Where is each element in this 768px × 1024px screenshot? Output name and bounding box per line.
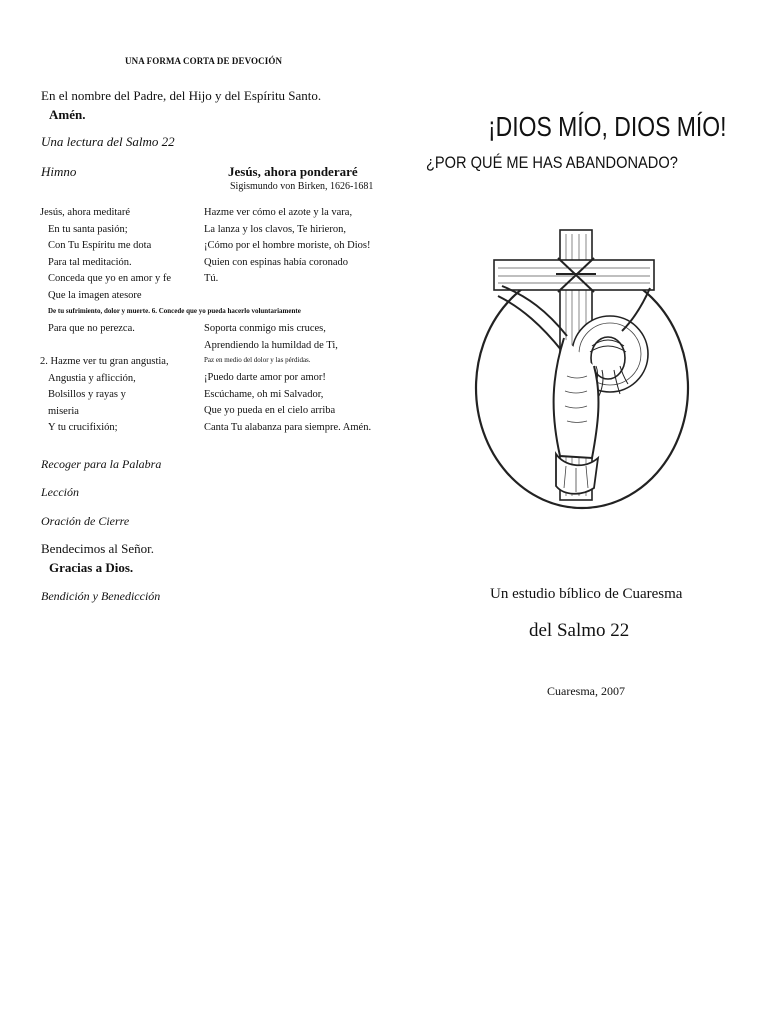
right-page-cover — [384, 0, 768, 1024]
hymn-line: Jesús, ahora meditaré — [40, 207, 131, 218]
hymn-line: Que la imagen atesore — [48, 289, 142, 301]
gather-heading: Recoger para la Palabra — [41, 457, 162, 471]
hymn-line: En tu santa pasión; — [48, 223, 128, 235]
cover-date: Cuaresma, 2007 — [547, 684, 625, 698]
hymn-line: Angustia y aflicción, — [48, 372, 136, 384]
hymn-small-line: Paz en medio del dolor y las pérdidas. — [204, 356, 311, 364]
cover-subtitle: ¿POR QUÉ ME HAS ABANDONADO? — [426, 153, 678, 172]
hymn-line: miseria — [48, 405, 79, 417]
benediction-heading: Bendición y Benedicción — [41, 589, 161, 603]
hymn-column-1-stanza-2 — [40, 354, 169, 437]
hymn-line: Aprendiendo la humildad de Ti, — [204, 339, 338, 351]
lesson-heading: Lección — [41, 485, 79, 499]
hymn-line: Tú. — [204, 273, 219, 284]
hymn-line: Y tu crucifixión; — [48, 422, 118, 433]
hymn-column-2-stanza-c — [204, 370, 371, 436]
crucifix-illustration — [472, 226, 694, 516]
hymn-line: Escúchame, oh mi Salvador, — [204, 388, 324, 400]
closing-prayer-heading: Oración de Cierre — [41, 514, 130, 528]
thanks-response: Gracias a Dios. — [49, 560, 134, 575]
hymn-line: 2. Hazme ver tu gran angustia, — [40, 356, 169, 367]
hymn-line: Soporta conmigo mis cruces, — [204, 323, 326, 334]
hymn-author: Sigismundo von Birken, 1626-1681 — [230, 181, 374, 192]
hymn-line: Canta Tu alabanza para siempre. Amén. — [204, 421, 372, 433]
hymn-line: Bolsillos y rayas y — [48, 389, 126, 400]
hymn-line: ¡Puedo darte amor por amor! — [204, 372, 326, 383]
hymn-line: Con Tu Espíritu me dota — [48, 240, 152, 251]
hymn-line: ¡Cómo por el hombre moriste, oh Dios! — [204, 240, 371, 251]
hymn-column-1-cont — [40, 321, 135, 338]
hymn-column-1 — [40, 205, 171, 304]
reading-heading: Una lectura del Salmo 22 — [41, 134, 175, 149]
hymn-column-2-stanza-b — [204, 321, 338, 354]
hymn-title: Jesús, ahora ponderaré — [228, 164, 358, 179]
invocation-text: En el nombre del Padre, del Hijo y del Espíritu Santo. — [41, 88, 322, 103]
hymn-label: Himno — [41, 164, 77, 179]
left-arm — [502, 286, 567, 336]
study-line-1: Un estudio bíblico de Cuaresma — [490, 586, 683, 602]
hymn-line: Que yo pueda en el cielo arriba — [204, 405, 336, 416]
hymn-column-2 — [204, 205, 371, 288]
amen-response: Amén. — [49, 107, 86, 122]
bless-lord-text: Bendecimos al Señor. — [41, 541, 155, 556]
cover-title: ¡DIOS MÍO, DIOS MÍO! — [488, 111, 727, 142]
study-line-2: del Salmo 22 — [529, 620, 630, 641]
hymn-line: Para tal meditación. — [48, 256, 132, 268]
devotion-header: UNA FORMA CORTA DE DEVOCIÓN — [125, 56, 283, 66]
hymn-line: Quien con espinas había coronado — [204, 256, 349, 268]
hymn-line: Conceda que yo en amor y fe — [48, 273, 172, 284]
hymn-line: Hazme ver cómo el azote y la vara, — [204, 207, 353, 218]
hymn-line: La lanza y los clavos, Te hirieron, — [204, 223, 346, 235]
hymn-line: Para que no perezca. — [48, 323, 135, 334]
hymn-interline: De tu sufrimiento, dolor y muerte. 6. Concede que yo pueda hacerlo voluntariamente — [48, 307, 301, 315]
